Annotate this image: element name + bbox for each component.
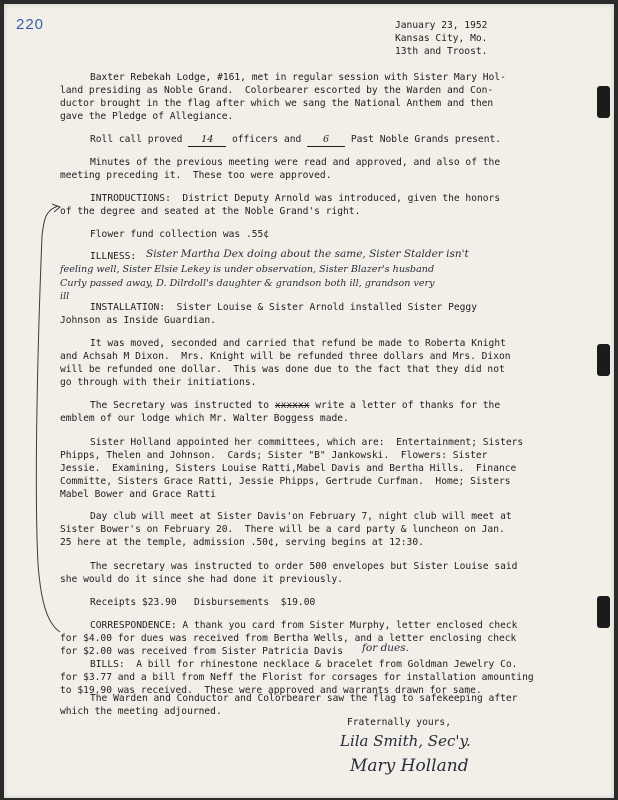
thanks-letter-line bbox=[90, 399, 500, 412]
illness-label: ILLNESS: bbox=[90, 251, 137, 262]
body-line: Johnson as Inside Guardian. bbox=[60, 315, 216, 326]
body-line: land presiding as Noble Grand. Colorbearer escorted by the Warden and Con- bbox=[60, 85, 494, 96]
flower-fund-line: Flower fund collection was .55¢ bbox=[90, 229, 270, 240]
body-line: for $2.00 was received from Sister Patricia Davis bbox=[60, 646, 344, 657]
meeting-city: Kansas City, Mo. bbox=[395, 33, 488, 44]
closing-salutation: Fraternally yours, bbox=[347, 717, 451, 728]
folio-number: 220 bbox=[16, 16, 45, 33]
body-line: BILLS: A bill for rhinestone necklace & bracelet from Goldman Jewelry Co. bbox=[90, 659, 518, 670]
struck-text: xxxxxx bbox=[274, 400, 310, 411]
illness-handwriting: ill bbox=[60, 291, 70, 302]
roll-call-text: Roll call proved bbox=[90, 134, 183, 145]
thanks-text: write a letter of thanks for the bbox=[315, 400, 501, 411]
binder-tab bbox=[597, 596, 610, 628]
body-line: will be refunded one dollar. This was done due to the fact that they did not bbox=[60, 364, 505, 375]
body-line: INSTALLATION: Sister Louise & Sister Arnold installed Sister Peggy bbox=[90, 302, 477, 313]
body-line: ductor brought in the flag after which we sang the National Anthem and then bbox=[60, 98, 494, 109]
body-line: for $3.77 and a bill from Neff the Florist for corsages for installation amounting bbox=[60, 672, 534, 683]
body-line: emblem of our lodge which Mr. Walter Boggess made. bbox=[60, 413, 349, 424]
body-line: Minutes of the previous meeting were read and approved, and also of the bbox=[90, 157, 501, 168]
body-line: Day club will meet at Sister Davis'on February 7, night club will meet at bbox=[90, 511, 512, 522]
body-line: for $4.00 for dues was received from Bertha Wells, and a letter enclosing check bbox=[60, 633, 517, 644]
body-line: she would do it since she had done it previously. bbox=[60, 574, 344, 585]
body-line: of the degree and seated at the Noble Grand's right. bbox=[60, 206, 361, 217]
body-line: gave the Pledge of Allegiance. bbox=[60, 111, 234, 122]
correspondence-handwriting: for dues. bbox=[362, 642, 409, 654]
body-line: go through with their initiations. bbox=[60, 377, 257, 388]
illness-handwriting: Sister Martha Dex doing about the same, Sister Stalder isn't bbox=[146, 248, 469, 260]
past-noble-grands-count: 6 bbox=[307, 133, 345, 147]
body-line: Phipps, Thelen and Johnson. Cards; Sister "B" Jankowski. Flowers: Sister bbox=[60, 450, 488, 461]
body-line: Sister Holland appointed her committees, which are: Entertainment; Sisters bbox=[90, 437, 524, 448]
body-line: It was moved, seconded and carried that refund be made to Roberta Knight bbox=[90, 338, 506, 349]
body-line: meeting preceding it. These too were approved. bbox=[60, 170, 332, 181]
body-line: The Warden and Conductor and Colorbearer saw the flag to safekeeping after bbox=[90, 693, 518, 704]
illness-handwriting: feeling well, Sister Elsie Lekey is under observation, Sister Blazer's husband bbox=[60, 264, 435, 275]
meeting-address: 13th and Troost. bbox=[395, 46, 488, 57]
body-line: to $19.90 was received. These were approved and warrants drawn for same. bbox=[60, 685, 482, 696]
binder-tab bbox=[597, 86, 610, 118]
receipts-line: Receipts $23.90 Disbursements $19.00 bbox=[90, 597, 316, 608]
body-line: Mabel Bower and Grace Ratti bbox=[60, 489, 216, 500]
roll-call-text: Past Noble Grands present. bbox=[350, 134, 502, 145]
body-line: The secretary was instructed to order 500 envelopes but Sister Louise said bbox=[90, 561, 518, 572]
body-line: 25 here at the temple, admission .50¢, serving begins at 12:30. bbox=[60, 537, 424, 548]
noble-grand-signature: Mary Holland bbox=[350, 756, 469, 776]
roll-call-text: officers and bbox=[231, 134, 302, 145]
body-line: INTRODUCTIONS: District Deputy Arnold was introduced, given the honors bbox=[90, 193, 501, 204]
meeting-date: January 23, 1952 bbox=[395, 20, 488, 31]
body-line: Sister Bower's on February 20. There will be a card party & luncheon on Jan. bbox=[60, 524, 505, 535]
thanks-text: The Secretary was instructed to bbox=[90, 400, 270, 411]
body-line: Committe, Sisters Grace Ratti, Jessie Phipps, Gertrude Curfman. Home; Sisters bbox=[60, 476, 511, 487]
officers-count: 14 bbox=[188, 133, 226, 147]
roll-call-line bbox=[90, 133, 501, 147]
body-line: CORRESPONDENCE: A thank you card from Sister Murphy, letter enclosed check bbox=[90, 620, 518, 631]
body-line: Jessie. Examining, Sisters Louise Ratti,Mabel Davis and Bertha Hills. Finance bbox=[60, 463, 517, 474]
body-line: which the meeting adjourned. bbox=[60, 706, 222, 717]
minutes-page bbox=[4, 4, 614, 798]
illness-handwriting: Curly passed away, D. Dilrdoll's daughter & grandson both ill, grandson very bbox=[60, 278, 435, 289]
body-line: and Achsah M Dixon. Mrs. Knight will be refunded three dollars and Mrs. Dixon bbox=[60, 351, 511, 362]
secretary-signature: Lila Smith, Sec'y. bbox=[340, 732, 471, 750]
body-line: Baxter Rebekah Lodge, #161, met in regular session with Sister Mary Hol- bbox=[90, 72, 506, 83]
binder-tab bbox=[597, 344, 610, 376]
